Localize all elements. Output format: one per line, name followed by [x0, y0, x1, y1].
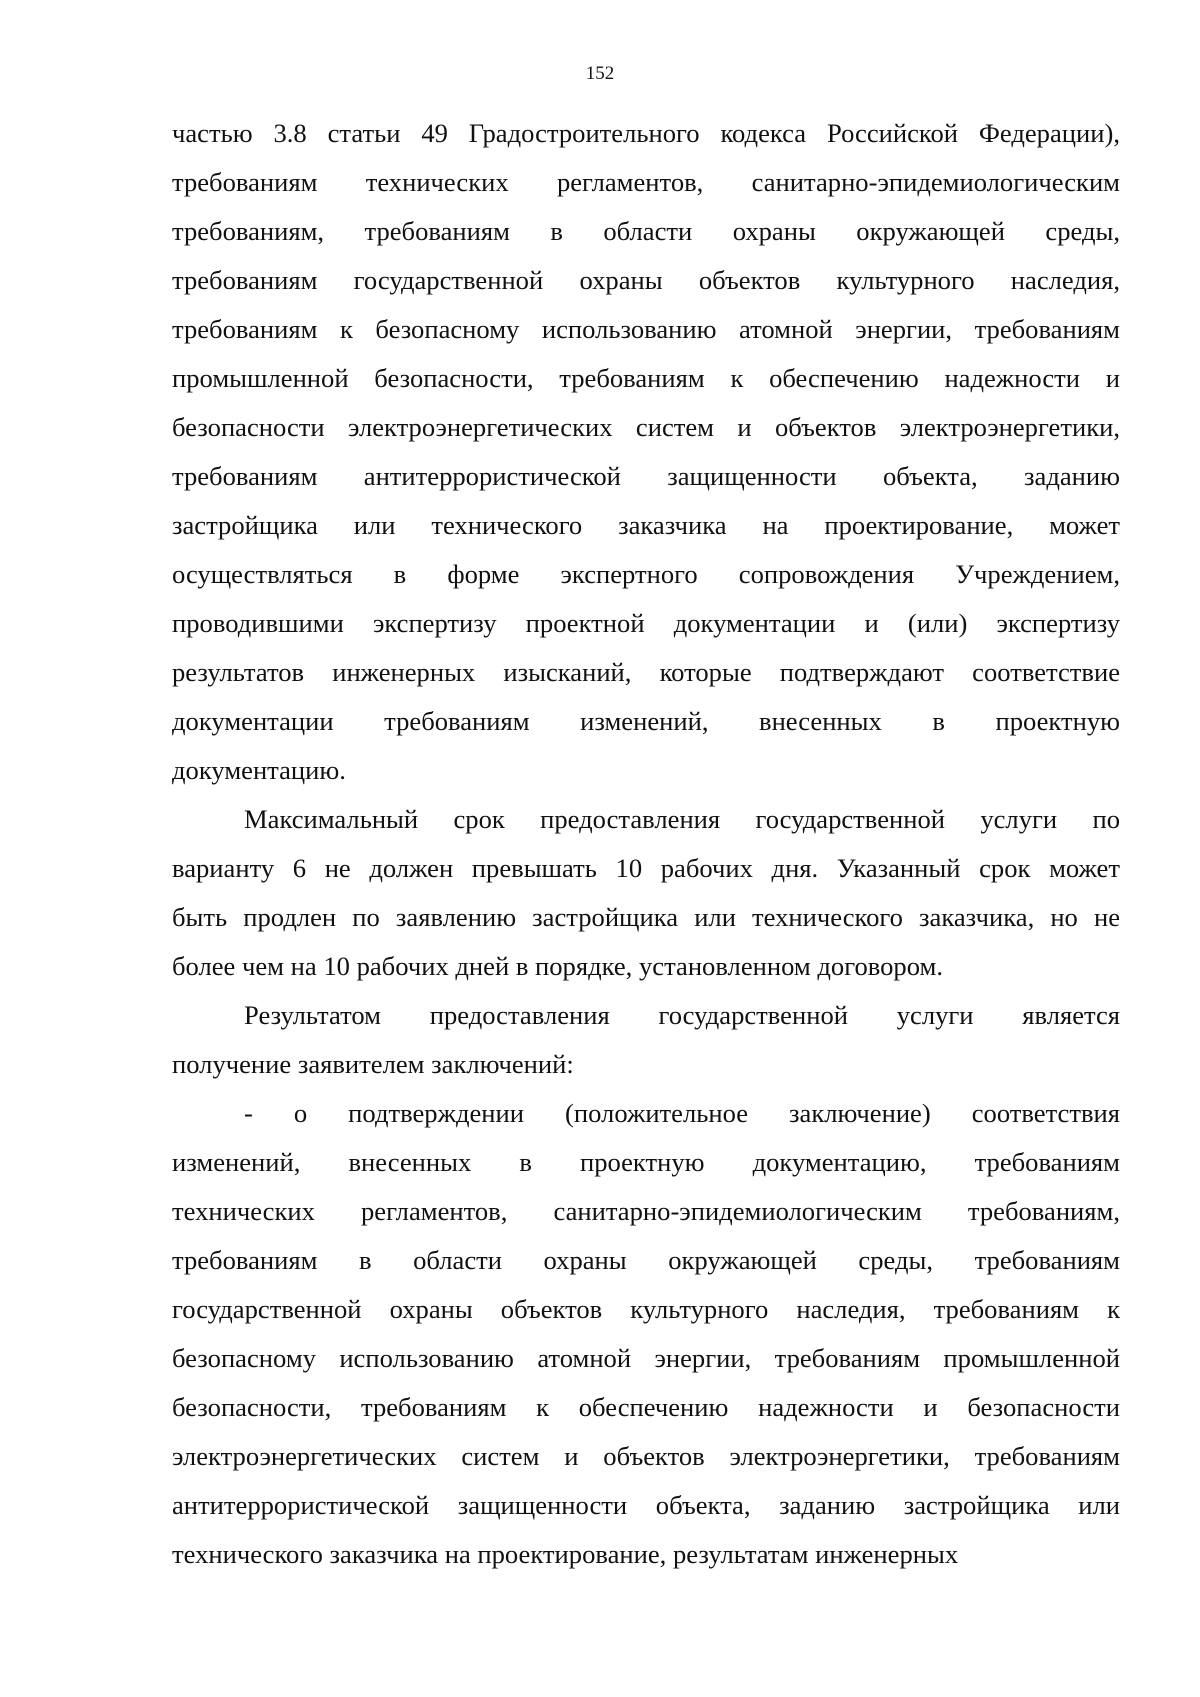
- text-line: промышленной безопасности, требованиям к обеспечению надежности и: [172, 363, 1120, 393]
- paragraph-result: [172, 991, 1120, 1089]
- text-line: получение заявителем заключений:: [172, 1049, 574, 1079]
- paragraph-continuation: [172, 109, 1120, 795]
- text-line: требованиям в области охраны окружающей среды, требованиям: [172, 1245, 1120, 1275]
- text-line: более чем на 10 рабочих дней в порядке, установленном договором.: [172, 951, 943, 981]
- text-line: документации требованиям изменений, внесенных в проектную: [172, 706, 1120, 736]
- paragraph-result-item-positive: [172, 1089, 1120, 1579]
- text-line: требованиям государственной охраны объектов культурного наследия,: [172, 265, 1120, 295]
- text-line: результатов инженерных изысканий, которые подтверждают соответствие: [172, 657, 1120, 687]
- text-line: частью 3.8 статьи 49 Градостроительного кодекса Российской Федерации),: [172, 118, 1120, 148]
- text-line: государственной охраны объектов культурного наследия, требованиям к: [172, 1294, 1120, 1324]
- text-line: Результатом предоставления государственной услуги является: [244, 1000, 1120, 1030]
- text-line: безопасности, требованиям к обеспечению надежности и безопасности: [172, 1392, 1120, 1422]
- text-line: Максимальный срок предоставления государственной услуги по: [244, 804, 1120, 834]
- text-line: проводившими экспертизу проектной документации и (или) экспертизу: [172, 608, 1120, 638]
- document-body: [172, 109, 1120, 1579]
- text-line: - о подтверждении (положительное заключение) соответствия: [244, 1098, 1120, 1128]
- text-line: безопасному использованию атомной энергии, требованиям промышленной: [172, 1343, 1120, 1373]
- text-line: требованиям технических регламентов, санитарно-эпидемиологическим: [172, 167, 1120, 197]
- paragraph-max-term: [172, 795, 1120, 991]
- text-line: документацию.: [172, 755, 346, 785]
- text-line: антитеррористической защищенности объекта, заданию застройщика или: [172, 1490, 1120, 1520]
- page-number: 152: [585, 63, 615, 84]
- text-line: изменений, внесенных в проектную документацию, требованиям: [172, 1147, 1120, 1177]
- text-line: варианту 6 не должен превышать 10 рабочих дня. Указанный срок может: [172, 853, 1120, 883]
- text-line: технического заказчика на проектирование, результатам инженерных: [172, 1539, 959, 1569]
- text-line: технических регламентов, санитарно-эпидемиологическим требованиям,: [172, 1196, 1120, 1226]
- text-line: требованиям к безопасному использованию атомной энергии, требованиям: [172, 314, 1120, 344]
- text-line: осуществляться в форме экспертного сопровождения Учреждением,: [172, 559, 1120, 589]
- text-line: требованиям, требованиям в области охраны окружающей среды,: [172, 216, 1120, 246]
- text-line: застройщика или технического заказчика на проектирование, может: [172, 510, 1120, 540]
- text-line: быть продлен по заявлению застройщика или технического заказчика, но не: [172, 902, 1120, 932]
- text-line: требованиям антитеррористической защищенности объекта, заданию: [172, 461, 1120, 491]
- text-line: электроэнергетических систем и объектов электроэнергетики, требованиям: [172, 1441, 1120, 1471]
- text-line: безопасности электроэнергетических систем и объектов электроэнергетики,: [172, 412, 1120, 442]
